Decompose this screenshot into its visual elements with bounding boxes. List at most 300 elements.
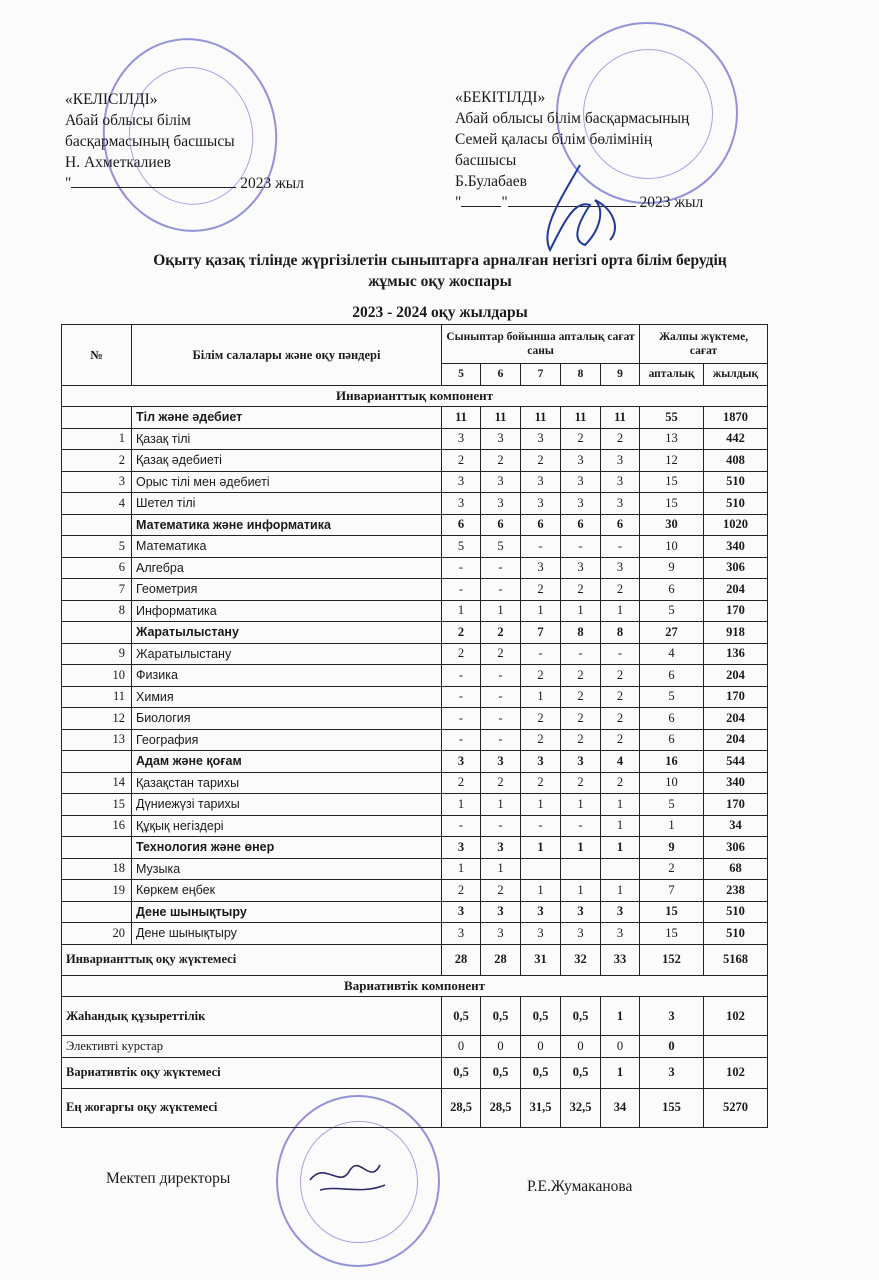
- grade-hours: 3: [481, 471, 521, 493]
- grade-hours: -: [601, 643, 640, 665]
- grade-hours: 1: [601, 794, 640, 816]
- variative-total-row: [62, 1057, 768, 1088]
- subject-name: Дене шынықтыру: [132, 923, 442, 945]
- grade-hours: 0: [521, 1036, 561, 1058]
- weekly-hours: 15: [640, 493, 704, 515]
- grade-hours: 3: [442, 751, 481, 773]
- grade-hours: 3: [561, 493, 601, 515]
- row-number: 8: [62, 600, 132, 622]
- grade-hours: 2: [442, 450, 481, 472]
- approved-org-line3: басшысы: [455, 152, 517, 169]
- yearly-hours: 1020: [704, 514, 768, 536]
- grade-hours: 2: [561, 772, 601, 794]
- grade-hours: 6: [521, 514, 561, 536]
- yearly-hours: 340: [704, 536, 768, 558]
- weekly-hours: 12: [640, 450, 704, 472]
- grade-hours: 1: [561, 600, 601, 622]
- yearly-hours: 340: [704, 772, 768, 794]
- grade-hours: 3: [442, 428, 481, 450]
- subject-name: Жаратылыстану: [132, 643, 442, 665]
- grade-hours: 3: [601, 923, 640, 945]
- subject-row: [62, 772, 768, 794]
- col-header-weekly: апталық: [640, 364, 704, 386]
- grade-hours: 1: [481, 858, 521, 880]
- row-number: [62, 751, 132, 773]
- weekly-hours: 27: [640, 622, 704, 644]
- grade-hours: 2: [521, 579, 561, 601]
- max-load-row-label: Ең жоғарғы оқу жүктемесі: [62, 1088, 442, 1127]
- grade-hours: -: [481, 729, 521, 751]
- section-variative: Вариативтік компонент: [62, 975, 768, 997]
- subject-name: Дүниежүзі тарихы: [132, 794, 442, 816]
- subject-group-row: [62, 514, 768, 536]
- weekly-hours: 9: [640, 557, 704, 579]
- col-header-total-load: Жалпы жүктеме, сағат: [640, 325, 768, 364]
- subject-row: [62, 665, 768, 687]
- yearly-hours: 34: [704, 815, 768, 837]
- grade-hours: 28,5: [481, 1088, 521, 1127]
- grade-hours: 1: [601, 600, 640, 622]
- grade-hours: 1: [601, 837, 640, 859]
- weekly-hours: 155: [640, 1088, 704, 1127]
- grade-hours: -: [601, 536, 640, 558]
- subject-name: География: [132, 729, 442, 751]
- weekly-hours: 15: [640, 471, 704, 493]
- section-invariant: Инварианттық компонент: [62, 385, 768, 407]
- agreed-signer: Н. Ахметкалиев: [65, 154, 171, 171]
- grade-hours: 3: [481, 751, 521, 773]
- subject-group-name: Технология және өнер: [132, 837, 442, 859]
- yearly-hours: 306: [704, 837, 768, 859]
- subject-row: [62, 729, 768, 751]
- grade-hours: 3: [521, 901, 561, 923]
- grade-hours: 0: [481, 1036, 521, 1058]
- grade-hours: 2: [481, 880, 521, 902]
- approval-block-agreed: [65, 89, 304, 194]
- grade-hours: 2: [521, 665, 561, 687]
- grade-hours: -: [442, 665, 481, 687]
- grade-hours: 2: [521, 450, 561, 472]
- grade-hours: 1: [521, 794, 561, 816]
- variative-row: [62, 997, 768, 1036]
- grade-hours: 6: [442, 514, 481, 536]
- weekly-hours: 30: [640, 514, 704, 536]
- yearly-hours: 510: [704, 901, 768, 923]
- grade-hours: 3: [481, 837, 521, 859]
- subject-name: Химия: [132, 686, 442, 708]
- grade-hours: 3: [601, 450, 640, 472]
- row-number: 10: [62, 665, 132, 687]
- yearly-hours: 918: [704, 622, 768, 644]
- variative-row: [62, 1036, 768, 1058]
- grade-hours: 2: [442, 622, 481, 644]
- grade-hours: 2: [601, 729, 640, 751]
- grade-hours: 2: [601, 428, 640, 450]
- grade-hours: 2: [561, 428, 601, 450]
- row-number: 5: [62, 536, 132, 558]
- grade-hours: -: [442, 708, 481, 730]
- grade-hours: -: [442, 686, 481, 708]
- grade-hours: 34: [601, 1088, 640, 1127]
- grade-hours: 3: [561, 557, 601, 579]
- grade-hours: 31: [521, 944, 561, 975]
- grade-hours: 33: [601, 944, 640, 975]
- yearly-hours: 136: [704, 643, 768, 665]
- grade-hours: -: [442, 557, 481, 579]
- grade-hours: 3: [442, 901, 481, 923]
- subject-name: Математика: [132, 536, 442, 558]
- grade-hours: 3: [561, 901, 601, 923]
- subject-row: [62, 557, 768, 579]
- yearly-hours: 544: [704, 751, 768, 773]
- grade-hours: 1: [521, 837, 561, 859]
- grade-hours: 3: [442, 493, 481, 515]
- subject-group-row: [62, 751, 768, 773]
- grade-hours: 0,5: [442, 997, 481, 1036]
- grade-hours: 3: [481, 923, 521, 945]
- row-number: 19: [62, 880, 132, 902]
- subject-name: Орыс тілі мен әдебиеті: [132, 471, 442, 493]
- grade-hours: -: [481, 557, 521, 579]
- grade-hours: 1: [442, 794, 481, 816]
- grade-hours: -: [561, 815, 601, 837]
- grade-hours: 1: [521, 686, 561, 708]
- subject-row: [62, 536, 768, 558]
- grade-hours: 2: [561, 708, 601, 730]
- grade-hours: 3: [521, 557, 561, 579]
- grade-hours: 31,5: [521, 1088, 561, 1127]
- weekly-hours: 1: [640, 815, 704, 837]
- yearly-hours: 442: [704, 428, 768, 450]
- row-number: [62, 622, 132, 644]
- weekly-hours: 0: [640, 1036, 704, 1058]
- subject-name: Құқық негіздері: [132, 815, 442, 837]
- row-number: 18: [62, 858, 132, 880]
- row-number: 3: [62, 471, 132, 493]
- grade-hours: 0,5: [521, 1057, 561, 1088]
- subject-row: [62, 579, 768, 601]
- subject-name: Музыка: [132, 858, 442, 880]
- grade-hours: 2: [601, 665, 640, 687]
- grade-hours: 3: [442, 923, 481, 945]
- grade-hours: 3: [601, 471, 640, 493]
- grade-hours: 3: [442, 837, 481, 859]
- grade-hours: 2: [601, 686, 640, 708]
- subject-row: [62, 471, 768, 493]
- row-number: [62, 514, 132, 536]
- col-header-number: №: [62, 325, 132, 386]
- grade-hours: 3: [481, 428, 521, 450]
- yearly-hours: 204: [704, 579, 768, 601]
- weekly-hours: 6: [640, 665, 704, 687]
- title-line-2: жұмыс оқу жоспары: [368, 273, 512, 290]
- subject-group-row: [62, 407, 768, 429]
- row-number: 13: [62, 729, 132, 751]
- subject-name: Қазақ тілі: [132, 428, 442, 450]
- grade-header: 5: [442, 364, 481, 386]
- max-load-row: [62, 1088, 768, 1127]
- grade-hours: 3: [601, 493, 640, 515]
- grade-hours: 2: [442, 880, 481, 902]
- grade-hours: 11: [601, 407, 640, 429]
- agreed-org-line2: басқармасының басшысы: [65, 133, 235, 150]
- grade-header: 6: [481, 364, 521, 386]
- subject-row: [62, 686, 768, 708]
- grade-hours: 2: [442, 643, 481, 665]
- row-number: 6: [62, 557, 132, 579]
- col-header-subject: Білім салалары және оқу пәндері: [132, 325, 442, 386]
- grade-hours: 32,5: [561, 1088, 601, 1127]
- weekly-hours: 7: [640, 880, 704, 902]
- grade-hours: 6: [601, 514, 640, 536]
- grade-hours: -: [442, 729, 481, 751]
- yearly-hours: 102: [704, 997, 768, 1036]
- yearly-hours: 1870: [704, 407, 768, 429]
- subject-row: [62, 794, 768, 816]
- grade-hours: 3: [561, 751, 601, 773]
- grade-hours: 3: [481, 901, 521, 923]
- weekly-hours: 2: [640, 858, 704, 880]
- subject-name: Шетел тілі: [132, 493, 442, 515]
- weekly-hours: 9: [640, 837, 704, 859]
- grade-hours: 3: [521, 471, 561, 493]
- row-number: 14: [62, 772, 132, 794]
- grade-hours: -: [481, 815, 521, 837]
- grade-hours: -: [521, 536, 561, 558]
- weekly-hours: 5: [640, 686, 704, 708]
- grade-hours: 1: [561, 794, 601, 816]
- grade-hours: 1: [521, 600, 561, 622]
- grade-hours: -: [481, 665, 521, 687]
- subject-group-name: Адам және қоғам: [132, 751, 442, 773]
- grade-hours: 5: [442, 536, 481, 558]
- grade-hours: [561, 858, 601, 880]
- subject-name: Алгебра: [132, 557, 442, 579]
- yearly-hours: 510: [704, 493, 768, 515]
- grade-hours: 3: [561, 450, 601, 472]
- grade-hours: 1: [561, 837, 601, 859]
- grade-hours: 11: [442, 407, 481, 429]
- grade-hours: -: [442, 815, 481, 837]
- grade-hours: -: [561, 643, 601, 665]
- row-number: [62, 901, 132, 923]
- yearly-hours: 204: [704, 708, 768, 730]
- grade-hours: 1: [601, 880, 640, 902]
- document-title: [40, 250, 840, 292]
- grade-hours: 3: [521, 751, 561, 773]
- grade-hours: -: [561, 536, 601, 558]
- grade-hours: 2: [561, 579, 601, 601]
- grade-hours: 11: [521, 407, 561, 429]
- grade-hours: 11: [481, 407, 521, 429]
- grade-hours: 6: [481, 514, 521, 536]
- yearly-hours: [704, 1036, 768, 1058]
- row-number: 4: [62, 493, 132, 515]
- weekly-hours: 5: [640, 794, 704, 816]
- grade-hours: 5: [481, 536, 521, 558]
- grade-hours: 3: [481, 493, 521, 515]
- subject-row: [62, 643, 768, 665]
- grade-hours: 2: [521, 729, 561, 751]
- grade-hours: 2: [521, 772, 561, 794]
- subject-group-row: [62, 622, 768, 644]
- yearly-hours: 204: [704, 729, 768, 751]
- grade-hours: 1: [601, 815, 640, 837]
- subject-name: Көркем еңбек: [132, 880, 442, 902]
- grade-header: 8: [561, 364, 601, 386]
- approved-org-line1: Абай облысы білім басқармасының: [455, 110, 690, 127]
- subject-name: Қазақ әдебиеті: [132, 450, 442, 472]
- weekly-hours: 15: [640, 901, 704, 923]
- subject-row: [62, 450, 768, 472]
- subject-row: [62, 493, 768, 515]
- weekly-hours: 6: [640, 579, 704, 601]
- subject-row: [62, 428, 768, 450]
- approved-date-line: " " 2023 жыл: [455, 194, 704, 211]
- grade-hours: 3: [561, 923, 601, 945]
- yearly-hours: 238: [704, 880, 768, 902]
- grade-hours: 2: [601, 579, 640, 601]
- subject-group-name: Дене шынықтыру: [132, 901, 442, 923]
- grade-hours: 1: [442, 600, 481, 622]
- row-number: 16: [62, 815, 132, 837]
- grade-hours: 2: [481, 450, 521, 472]
- grade-hours: 0: [601, 1036, 640, 1058]
- title-line-1: Оқыту қазақ тілінде жүргізілетін сыныптарға арналған негізгі орта білім берудің: [153, 252, 727, 269]
- row-number: 9: [62, 643, 132, 665]
- weekly-hours: 3: [640, 1057, 704, 1088]
- yearly-hours: 408: [704, 450, 768, 472]
- grade-hours: 2: [561, 729, 601, 751]
- subject-group-row: [62, 901, 768, 923]
- grade-hours: 1: [601, 997, 640, 1036]
- yearly-hours: 170: [704, 600, 768, 622]
- weekly-hours: 6: [640, 729, 704, 751]
- row-number: 11: [62, 686, 132, 708]
- weekly-hours: 5: [640, 600, 704, 622]
- grade-hours: 28: [481, 944, 521, 975]
- yearly-hours: 170: [704, 794, 768, 816]
- grade-hours: 1: [481, 794, 521, 816]
- invariant-total-row-label: Инварианттық оқу жүктемесі: [62, 944, 442, 975]
- yearly-hours: 5168: [704, 944, 768, 975]
- grade-hours: 11: [561, 407, 601, 429]
- grade-hours: -: [521, 643, 561, 665]
- grade-hours: 8: [601, 622, 640, 644]
- grade-hours: 0,5: [521, 997, 561, 1036]
- subject-row: [62, 923, 768, 945]
- grade-hours: 3: [521, 923, 561, 945]
- grade-hours: 2: [481, 622, 521, 644]
- yearly-hours: 510: [704, 471, 768, 493]
- approved-heading: «БЕКІТІЛДІ»: [455, 89, 546, 106]
- grade-hours: 2: [481, 772, 521, 794]
- weekly-hours: 55: [640, 407, 704, 429]
- approval-block-approved: [455, 87, 703, 213]
- grade-hours: 0: [561, 1036, 601, 1058]
- subject-name: Информатика: [132, 600, 442, 622]
- grade-hours: 2: [561, 686, 601, 708]
- weekly-hours: 10: [640, 772, 704, 794]
- variative-total-row-label: Вариативтік оқу жүктемесі: [62, 1057, 442, 1088]
- grade-hours: 6: [561, 514, 601, 536]
- grade-hours: 1: [481, 600, 521, 622]
- grade-hours: 28,5: [442, 1088, 481, 1127]
- curriculum-table: [61, 324, 768, 1128]
- weekly-hours: 10: [640, 536, 704, 558]
- variative-name: Жаһандық құзыреттілік: [62, 997, 442, 1036]
- yearly-hours: 170: [704, 686, 768, 708]
- grade-hours: 1: [442, 858, 481, 880]
- yearly-hours: 102: [704, 1057, 768, 1088]
- grade-hours: -: [481, 708, 521, 730]
- weekly-hours: 16: [640, 751, 704, 773]
- grade-header: 7: [521, 364, 561, 386]
- grade-hours: 1: [601, 1057, 640, 1088]
- subject-group-name: Математика және информатика: [132, 514, 442, 536]
- col-header-weekly-by-grade: Сыныптар бойынша апталық сағат саны: [442, 325, 640, 364]
- grade-hours: 0,5: [481, 1057, 521, 1088]
- yearly-hours: 306: [704, 557, 768, 579]
- director-label: Мектеп директоры: [106, 1170, 231, 1187]
- grade-hours: 32: [561, 944, 601, 975]
- grade-hours: 7: [521, 622, 561, 644]
- subject-name: Физика: [132, 665, 442, 687]
- subject-row: [62, 708, 768, 730]
- approved-org-line2: Семей қаласы білім бөлімінің: [455, 131, 653, 148]
- director-name: Р.Е.Жумаканова: [527, 1178, 633, 1195]
- subject-name: Қазақстан тарихы: [132, 772, 442, 794]
- grade-hours: -: [521, 815, 561, 837]
- grade-hours: 3: [521, 493, 561, 515]
- grade-hours: 0,5: [561, 997, 601, 1036]
- grade-hours: 28: [442, 944, 481, 975]
- grade-hours: 0,5: [442, 1057, 481, 1088]
- row-number: 7: [62, 579, 132, 601]
- grade-hours: [601, 858, 640, 880]
- yearly-hours: 204: [704, 665, 768, 687]
- grade-hours: 1: [521, 880, 561, 902]
- subject-group-name: Жаратылыстану: [132, 622, 442, 644]
- subject-row: [62, 815, 768, 837]
- subject-row: [62, 858, 768, 880]
- row-number: 1: [62, 428, 132, 450]
- grade-hours: 2: [521, 708, 561, 730]
- subject-row: [62, 880, 768, 902]
- row-number: 15: [62, 794, 132, 816]
- grade-hours: -: [442, 579, 481, 601]
- yearly-hours: 68: [704, 858, 768, 880]
- grade-hours: 0,5: [561, 1057, 601, 1088]
- grade-hours: 1: [561, 880, 601, 902]
- approved-signer: Б.Булабаев: [455, 173, 527, 190]
- grade-hours: -: [481, 686, 521, 708]
- grade-header: 9: [601, 364, 640, 386]
- subject-group-name: Тіл және әдебиет: [132, 407, 442, 429]
- grade-hours: 2: [561, 665, 601, 687]
- agreed-org-line1: Абай облысы білім: [65, 112, 191, 129]
- row-number: [62, 407, 132, 429]
- grade-hours: 3: [442, 471, 481, 493]
- grade-hours: 0: [442, 1036, 481, 1058]
- grade-hours: 2: [601, 708, 640, 730]
- weekly-hours: 4: [640, 643, 704, 665]
- variative-name: Элективті курстар: [62, 1036, 442, 1058]
- row-number: [62, 837, 132, 859]
- grade-hours: 3: [561, 471, 601, 493]
- grade-hours: 8: [561, 622, 601, 644]
- yearly-hours: 510: [704, 923, 768, 945]
